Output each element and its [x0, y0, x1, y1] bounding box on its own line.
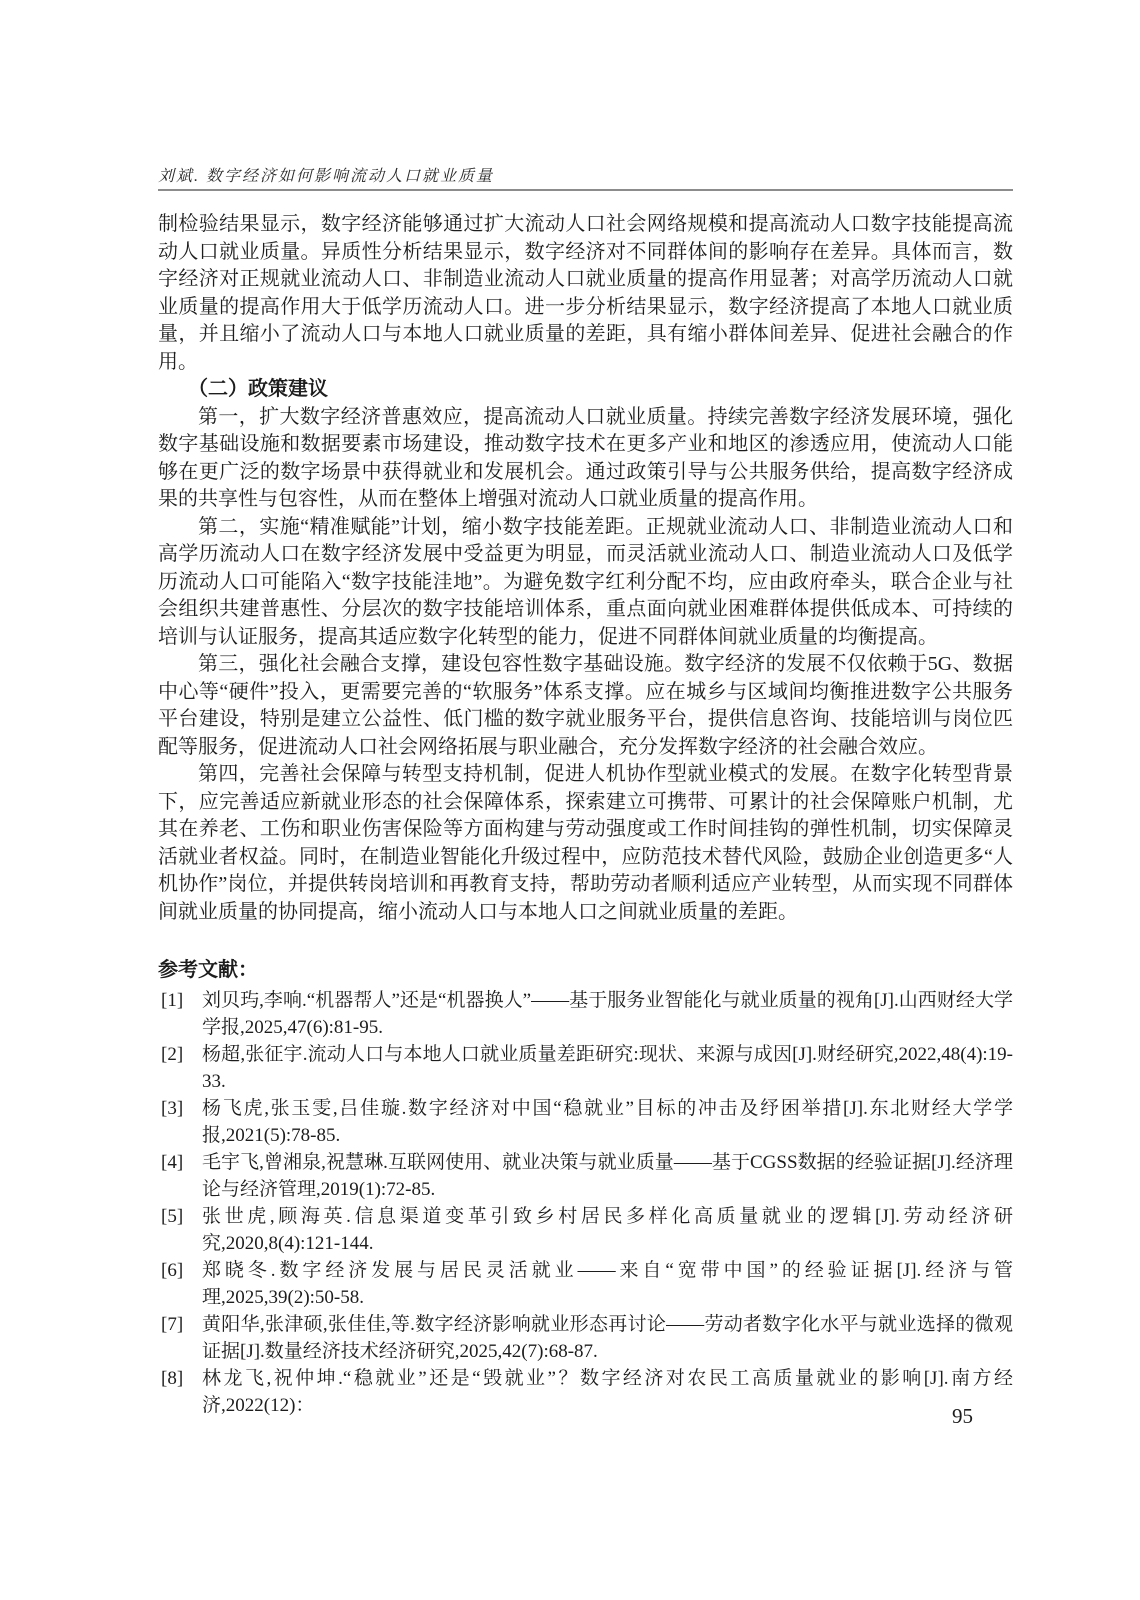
page-content: [158, 211, 1013, 1419]
reference-item-6: [158, 1257, 1013, 1311]
page-number: 95: [952, 1404, 973, 1428]
reference-item-8: [158, 1365, 1013, 1419]
reference-number: [4]: [161, 1152, 184, 1173]
references-list: [158, 987, 1013, 1419]
reference-item-5: [158, 1203, 1013, 1257]
references-heading: 参考文献：: [158, 959, 258, 981]
reference-number: [1]: [161, 990, 184, 1011]
reference-number: [2]: [161, 1044, 184, 1065]
paragraph-policy-4: 第四，完善社会保障与转型支持机制，促进人机协作型就业模式的发展。在数字化转型背景下，应完善适应新就业形态的社会保障体系，探索建立可携带、可累计的社会保障账户机制，尤其在养老、工伤和职业伤害保险等方面构建与劳动强度或工作时间挂钩的弹性机制，切实保障灵活就业者权益。同时，在制造业智能化升级过程中，应防范技术替代风险，鼓励企业创造更多“人机协作”岗位，并提供转岗培训和再教育支持，帮助劳动者顺利适应产业转型，从而实现不同群体间就业质量的协同提高，缩小流动人口与本地人口之间就业质量的差距。: [158, 763, 1013, 923]
reference-item-7: [158, 1311, 1013, 1365]
reference-item-3: [158, 1095, 1013, 1149]
reference-text: 杨超,张征宇.流动人口与本地人口就业质量差距研究:现状、来源与成因[J].财经研究,2022,48(4):19-33.: [202, 1044, 1013, 1092]
running-header-text: 刘斌. 数字经济如何影响流动人口就业质量: [158, 168, 495, 185]
reference-text: 郑晓冬.数字经济发展与居民灵活就业——来自“宽带中国”的经验证据[J].经济与管理,2025,39(2):50-58.: [202, 1260, 1013, 1308]
reference-number: [6]: [161, 1260, 184, 1281]
reference-item-4: [158, 1149, 1013, 1203]
reference-text: 毛宇飞,曾湘泉,祝慧琳.互联网使用、就业决策与就业质量——基于CGSS数据的经验证据[J].经济理论与经济管理,2019(1):72-85.: [202, 1152, 1013, 1200]
reference-text: 黄阳华,张津硕,张佳佳,等.数字经济影响就业形态再讨论——劳动者数字化水平与就业选择的微观证据[J].数量经济技术经济研究,2025,42(7):68-87.: [202, 1314, 1013, 1362]
reference-number: [7]: [161, 1314, 184, 1335]
reference-text: 张世虎,顾海英.信息渠道变革引致乡村居民多样化高质量就业的逻辑[J].劳动经济研究,2020,8(4):121-144.: [202, 1206, 1013, 1254]
header-rule: [158, 189, 1013, 191]
paragraph-policy-1: 第一，扩大数字经济普惠效应，提高流动人口就业质量。持续完善数字经济发展环境，强化数字基础设施和数据要素市场建设，推动数字技术在更多产业和地区的渗透应用，使流动人口能够在更广泛的数字场景中获得就业和发展机会。通过政策引导与公共服务供给，提高数字经济成果的共享性与包容性，从而在整体上增强对流动人口就业质量的提高作用。: [158, 405, 1013, 510]
reference-text: 刘贝玙,李响.“机器帮人”还是“机器换人”——基于服务业智能化与就业质量的视角[J].山西财经大学学报,2025,47(6):81-95.: [202, 990, 1013, 1038]
running-header: [158, 163, 1013, 186]
paragraph-conclusion-continuation: 制检验结果显示，数字经济能够通过扩大流动人口社会网络规模和提高流动人口数字技能提高流动人口就业质量。异质性分析结果显示，数字经济对不同群体间的影响存在差异。具体而言，数字经济对正规就业流动人口、非制造业流动人口就业质量的提高作用显著；对高学历流动人口就业质量的提高作用大于低学历流动人口。进一步分析结果显示，数字经济提高了本地人口就业质量，并且缩小了流动人口与本地人口就业质量的差距，具有缩小群体间差异、促进社会融合的作用。: [158, 213, 1013, 373]
reference-number: [8]: [161, 1368, 184, 1389]
reference-item-2: [158, 1041, 1013, 1095]
paragraph-policy-3: 第三，强化社会融合支撑，建设包容性数字基础设施。数字经济的发展不仅依赖于5G、数据中心等“硬件”投入，更需要完善的“软服务”体系支撑。应在城乡与区域间均衡推进数字公共服务平台建设，特别是建立公益性、低门槛的数字就业服务平台，提供信息咨询、技能培训与岗位匹配等服务，促进流动人口社会网络拓展与职业融合，充分发挥数字经济的社会融合效应。: [158, 653, 1013, 758]
reference-number: [3]: [161, 1098, 184, 1119]
section-heading-policy-recommendations: （二）政策建议: [188, 378, 328, 400]
reference-text: 林龙飞,祝仲坤.“稳就业”还是“毁就业”？数字经济对农民工高质量就业的影响[J].南方经济,2022(12)：: [202, 1368, 1013, 1416]
reference-item-1: [158, 987, 1013, 1041]
paragraph-policy-2: 第二，实施“精准赋能”计划，缩小数字技能差距。正规就业流动人口、非制造业流动人口和高学历流动人口在数字经济发展中受益更为明显，而灵活就业流动人口、制造业流动人口及低学历流动人口可能陷入“数字技能洼地”。为避免数字红利分配不均，应由政府牵头，联合企业与社会组织共建普惠性、分层次的数字技能培训体系，重点面向就业困难群体提供低成本、可持续的培训与认证服务，提高其适应数字化转型的能力，促进不同群体间就业质量的均衡提高。: [158, 515, 1013, 648]
reference-number: [5]: [161, 1206, 184, 1227]
reference-text: 杨飞虎,张玉雯,吕佳璇.数字经济对中国“稳就业”目标的冲击及纾困举措[J].东北财经大学学报,2021(5):78-85.: [202, 1098, 1013, 1146]
